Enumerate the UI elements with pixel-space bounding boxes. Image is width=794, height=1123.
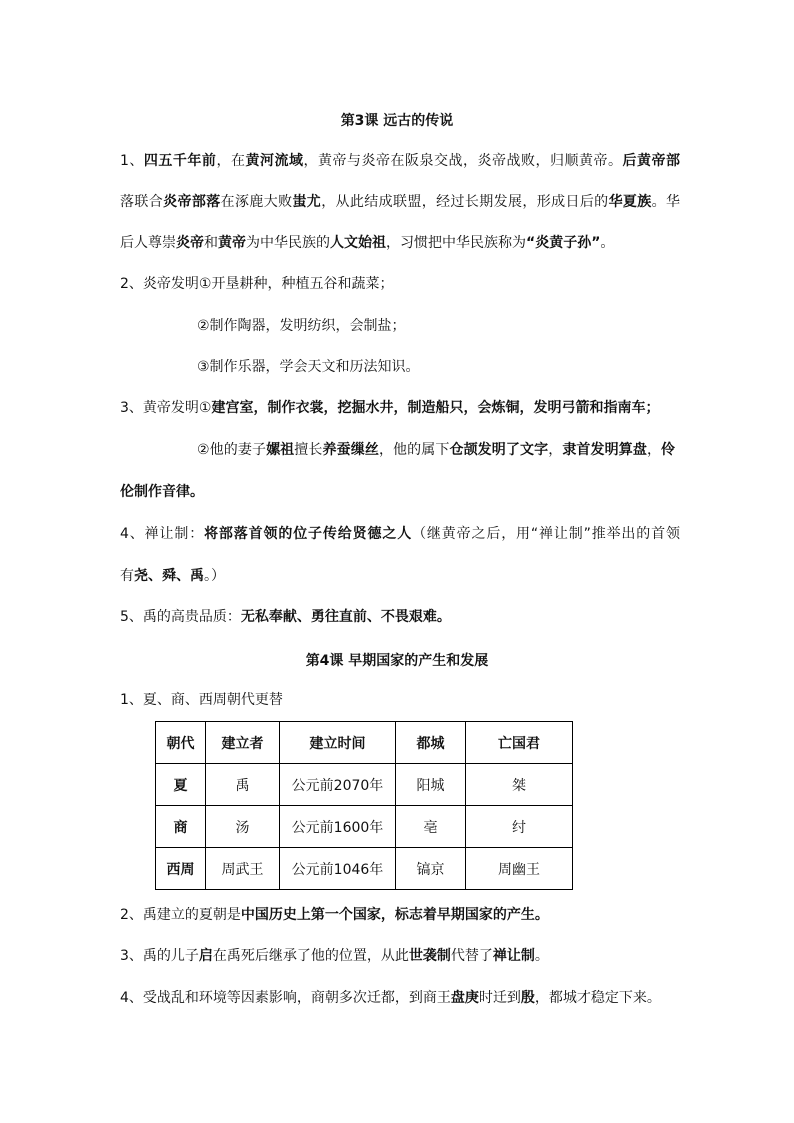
lesson3-p3-line3: 伦制作音律。 xyxy=(120,484,204,500)
lesson3-p3-line1: 3、黄帝发明①建宫室，制作衣裳，挖掘水井，制造船只，会炼铜，发明弓箭和指南车； xyxy=(120,400,660,416)
lesson4-title: 第4课 早期国家的产生和发展 xyxy=(305,653,489,669)
table-row xyxy=(156,764,573,806)
lesson3-p4-line1: 4、禅让制：将部落首领的位子传给贤德之人（继黄帝之后，用“禅让制”推举出的首领 xyxy=(120,526,680,542)
table-cell: 禹 xyxy=(206,764,280,806)
table-cell: 纣 xyxy=(466,806,573,848)
table-row xyxy=(156,848,573,890)
lesson4-p3: 3、禹的儿子启在禹死后继承了他的位置，从此世袭制代替了禅让制。 xyxy=(120,948,549,964)
lesson3-title: 第3课 远古的传说 xyxy=(340,113,454,129)
table-header: 建立者 xyxy=(206,722,280,764)
table-cell: 汤 xyxy=(206,806,280,848)
lesson4-p2: 2、禹建立的夏朝是中国历史上第一个国家，标志着早期国家的产生。 xyxy=(120,907,549,923)
table-cell: 公元前1046年 xyxy=(280,848,396,890)
table-cell: 公元前1600年 xyxy=(280,806,396,848)
table-cell: 周幽王 xyxy=(466,848,573,890)
lesson3-p3-line2: ②他的妻子嫘祖擅长养蚕缫丝，他的属下仓颉发明了文字，隶首发明算盘，伶 xyxy=(197,442,676,458)
lesson3-p2-line2: ②制作陶器，发明纺织，会制盐； xyxy=(197,318,406,334)
lesson3-p1-line1: 1、四五千年前，在黄河流域，黄帝与炎帝在阪泉交战，炎帝战败，归顺黄帝。后黄帝部 xyxy=(120,153,681,169)
table-cell: 西周 xyxy=(156,848,206,890)
table-cell: 桀 xyxy=(466,764,573,806)
table-cell: 镐京 xyxy=(396,848,466,890)
table-header: 朝代 xyxy=(156,722,206,764)
lesson3-p1-line2: 落联合炎帝部落在涿鹿大败蚩尤，从此结成联盟，经过长期发展，形成日后的华夏族。华 xyxy=(120,194,681,210)
table-cell: 夏 xyxy=(156,764,206,806)
table-header: 都城 xyxy=(396,722,466,764)
lesson3-p2-line1: 2、炎帝发明①开垦耕种，种植五谷和蔬菜； xyxy=(120,276,394,292)
table-cell: 公元前2070年 xyxy=(280,764,396,806)
table-cell: 商 xyxy=(156,806,206,848)
table-cell: 周武王 xyxy=(206,848,280,890)
dynasty-table xyxy=(155,721,573,890)
table-header: 亡国君 xyxy=(466,722,573,764)
lesson3-p1-line3: 后人尊崇炎帝和黄帝为中华民族的人文始祖，习惯把中华民族称为“炎黄子孙”。 xyxy=(120,235,615,251)
table-cell: 亳 xyxy=(396,806,466,848)
table-row xyxy=(156,806,573,848)
lesson4-p4: 4、受战乱和环境等因素影响，商朝多次迁都，到商王盘庚时迁到殷，都城才稳定下来。 xyxy=(120,990,661,1006)
table-header-row xyxy=(156,722,573,764)
table-cell: 阳城 xyxy=(396,764,466,806)
lesson3-p5: 5、禹的高贵品质：无私奉献、勇往直前、不畏艰难。 xyxy=(120,609,451,625)
table-header: 建立时间 xyxy=(280,722,396,764)
lesson4-p1: 1、夏、商、西周朝代更替 xyxy=(120,692,283,708)
lesson3-p4-line2: 有尧、舜、禹。） xyxy=(120,568,225,584)
lesson3-p2-line3: ③制作乐器，学会天文和历法知识。 xyxy=(197,359,420,375)
